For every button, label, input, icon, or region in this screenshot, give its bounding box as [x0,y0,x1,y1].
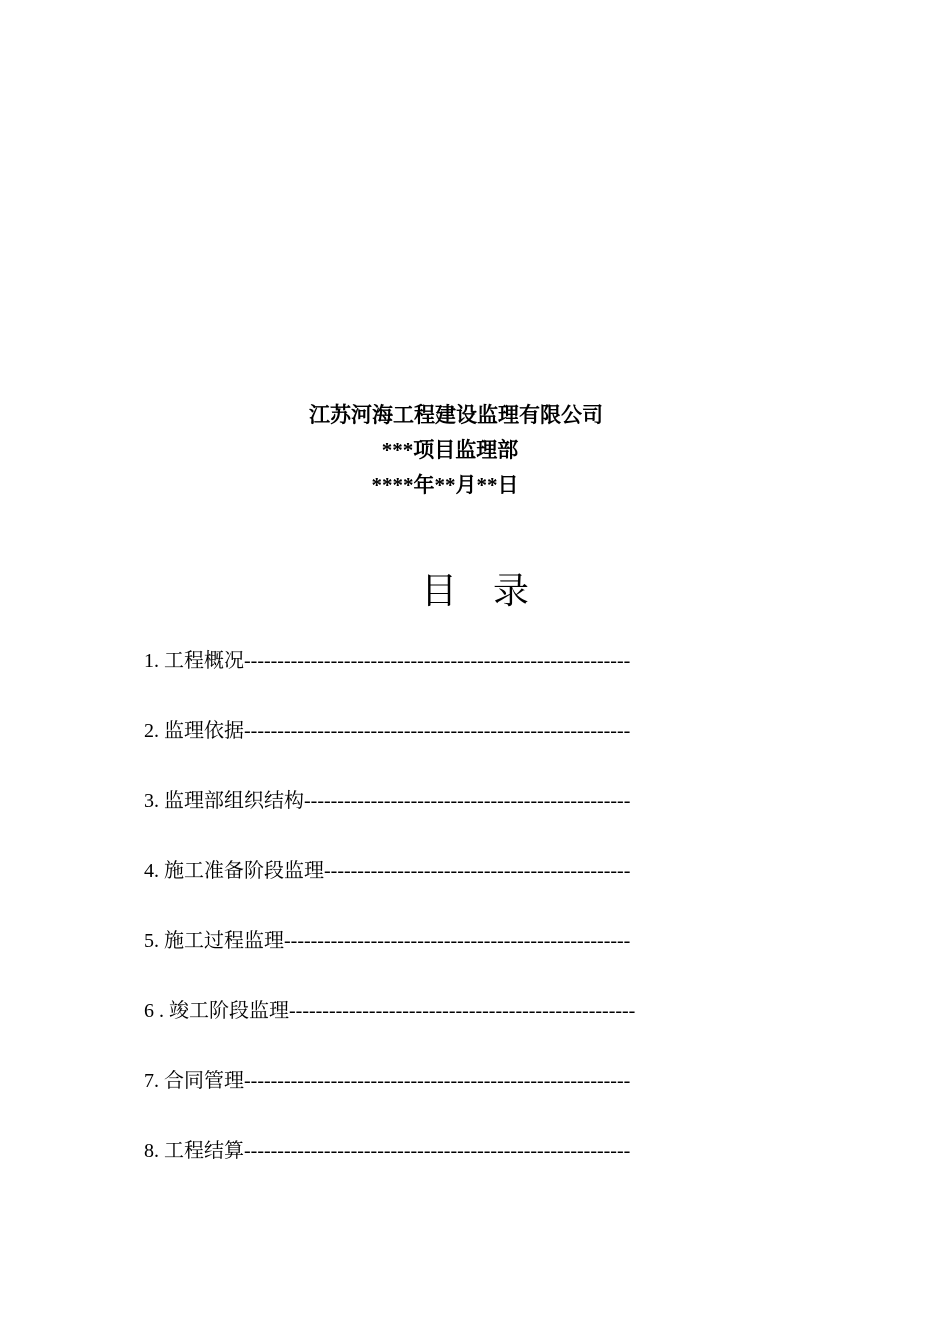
toc-item-number: 5. [144,930,159,952]
document-date: ****年**月**日 [371,473,519,497]
project-department: ***项目监理部 [381,438,519,462]
toc-heading-left: 目 [420,571,457,611]
toc-item-leader: ---------------------------------------------------------- [244,1070,631,1092]
table-of-contents [144,643,704,1203]
toc-item-leader: ------------------------------------------------- [304,790,631,812]
toc-item-number: 1. [144,650,159,672]
toc-item-5[interactable] [144,923,704,993]
toc-item-number: 8. [144,1140,159,1162]
toc-item-label: 施工准备阶段监理 [164,860,324,882]
toc-item-4[interactable] [144,853,704,923]
toc-item-3[interactable] [144,783,704,853]
toc-item-leader: ---------------------------------------------------------- [244,720,631,742]
toc-item-number: 3. [144,790,159,812]
toc-item-leader: ---------------------------------------------- [324,860,631,882]
toc-item-leader: ---------------------------------------------------- [289,1000,636,1022]
toc-heading-right: 录 [493,571,530,611]
toc-item-number: 6 . [144,1000,164,1022]
toc-item-label: 竣工阶段监理 [169,1000,289,1022]
toc-item-8[interactable] [144,1133,704,1203]
toc-item-6[interactable] [144,993,704,1063]
toc-item-number: 7. [144,1070,159,1092]
toc-item-leader: ---------------------------------------------------- [284,930,631,952]
toc-item-1[interactable] [144,643,704,713]
toc-item-label: 合同管理 [164,1070,244,1092]
toc-item-number: 4. [144,860,159,882]
toc-item-label: 工程概况 [164,650,244,672]
toc-item-2[interactable] [144,713,704,783]
toc-item-label: 监理部组织结构 [164,790,304,812]
toc-item-leader: ---------------------------------------------------------- [244,650,631,672]
toc-item-label: 工程结算 [164,1140,244,1162]
toc-heading [0,566,950,616]
toc-item-label: 监理依据 [164,720,244,742]
company-name: 江苏河海工程建设监理有限公司 [309,403,603,427]
toc-item-number: 2. [144,720,159,742]
toc-item-7[interactable] [144,1063,704,1133]
toc-item-leader: ---------------------------------------------------------- [244,1140,631,1162]
toc-item-label: 施工过程监理 [164,930,284,952]
